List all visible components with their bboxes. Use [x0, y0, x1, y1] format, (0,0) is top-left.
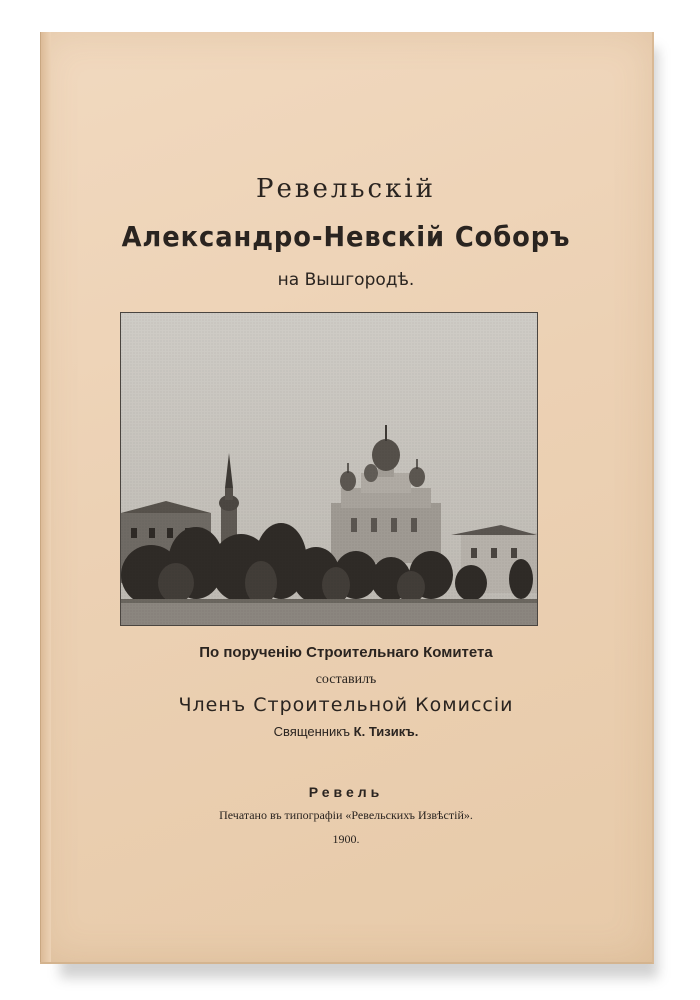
title-line-1: Ревельскiй	[255, 174, 437, 204]
imprint-year: 1900.	[332, 832, 360, 846]
imprint-printer: Печатано въ типографiи «Ревельскихъ Извѣстiй».	[219, 808, 473, 822]
cathedral-photo	[120, 312, 538, 626]
member-line: Членъ Строительной Комиссiи	[178, 694, 514, 716]
title-line-3: на Вышгородѣ.	[277, 270, 415, 290]
book-cover	[40, 32, 654, 964]
author-title: Священникъ	[273, 724, 354, 739]
author-line	[40, 724, 652, 739]
imprint-city: Ревель	[308, 784, 384, 800]
compiled-by-line: составилъ	[315, 672, 377, 687]
commission-line: По порученiю Строительнаго Комитета	[199, 644, 493, 661]
author-name: К. Тизикъ.	[353, 724, 419, 739]
cathedral-photo-image	[121, 313, 537, 625]
title-line-2: Александро-Невскiй Соборъ	[121, 220, 571, 253]
